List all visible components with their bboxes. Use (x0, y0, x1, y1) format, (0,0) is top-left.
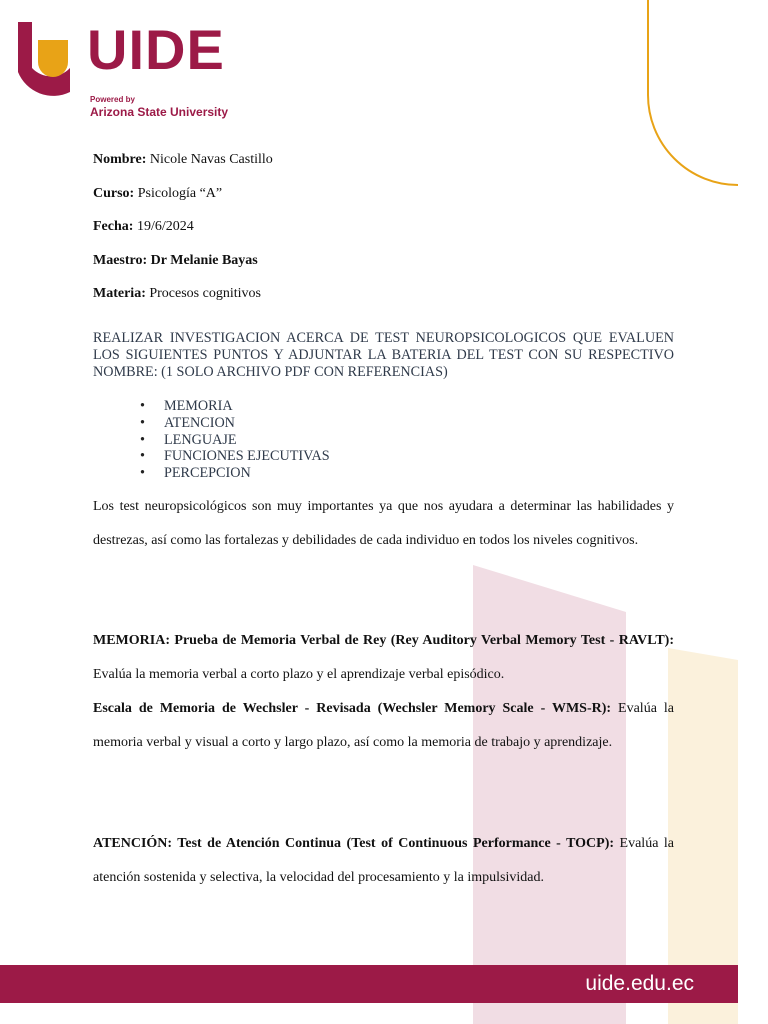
list-item: • LENGUAJE (140, 432, 330, 449)
list-item: • FUNCIONES EJECUTIVAS (140, 448, 330, 465)
intro-paragraph: Los test neuropsicológicos son muy importantes ya que nos ayudara a determinar las habilidades y destrezas, así como las fortalezas y debilidades de cada individuo en todos los niveles cognitivos. (93, 499, 674, 548)
logo-powered-by: Powered by (90, 95, 135, 104)
list-item: • MEMORIA (140, 398, 330, 415)
footer-bar (0, 965, 738, 1003)
field-maestro: Maestro: Dr Melanie Bayas (93, 253, 258, 268)
task-statement: REALIZAR INVESTIGACION ACERCA DE TEST NEUROPSICOLOGICOS QUE EVALUEN LOS SIGUIENTES PUNTOS Y ADJUNTAR LA BATERIA DEL TEST CON SU RESPECTIVO NOMBRE: (1 SOLO ARCHIVO PDF CON REFERENCIAS) (93, 330, 674, 380)
field-curso: Curso: Psicología “A” (93, 186, 223, 201)
memoria-wechsler-paragraph: Escala de Memoria de Wechsler - Revisada (Wechsler Memory Scale - WMS-R): Evalúa la memoria verbal y visual a corto y largo plazo, así como la memoria de trabajo y aprendizaje. (93, 701, 674, 750)
list-item: • ATENCION (140, 415, 330, 432)
uide-shield-icon (16, 22, 80, 102)
logo-university: Arizona State University (90, 105, 229, 119)
topic-list (140, 398, 330, 482)
atencion-paragraph: ATENCIÓN: Test de Atención Continua (Test of Continuous Performance - TOCP): Evalúa la atención sostenida y selectiva, la velocidad del procesamiento y la impulsividad. (93, 836, 674, 885)
list-item: • PERCEPCION (140, 465, 330, 482)
memoria-rey-paragraph: MEMORIA: Prueba de Memoria Verbal de Rey (Rey Auditory Verbal Memory Test - RAVLT): Evalúa la memoria verbal a corto plazo y el aprendizaje verbal episódico. (93, 633, 674, 682)
field-nombre: Nombre: Nicole Navas Castillo (93, 152, 273, 167)
footer-url: uide.edu.ec (585, 972, 694, 995)
field-fecha: Fecha: 19/6/2024 (93, 219, 194, 234)
logo-wordmark: UIDE (87, 18, 225, 81)
field-materia: Materia: Procesos cognitivos (93, 286, 261, 301)
